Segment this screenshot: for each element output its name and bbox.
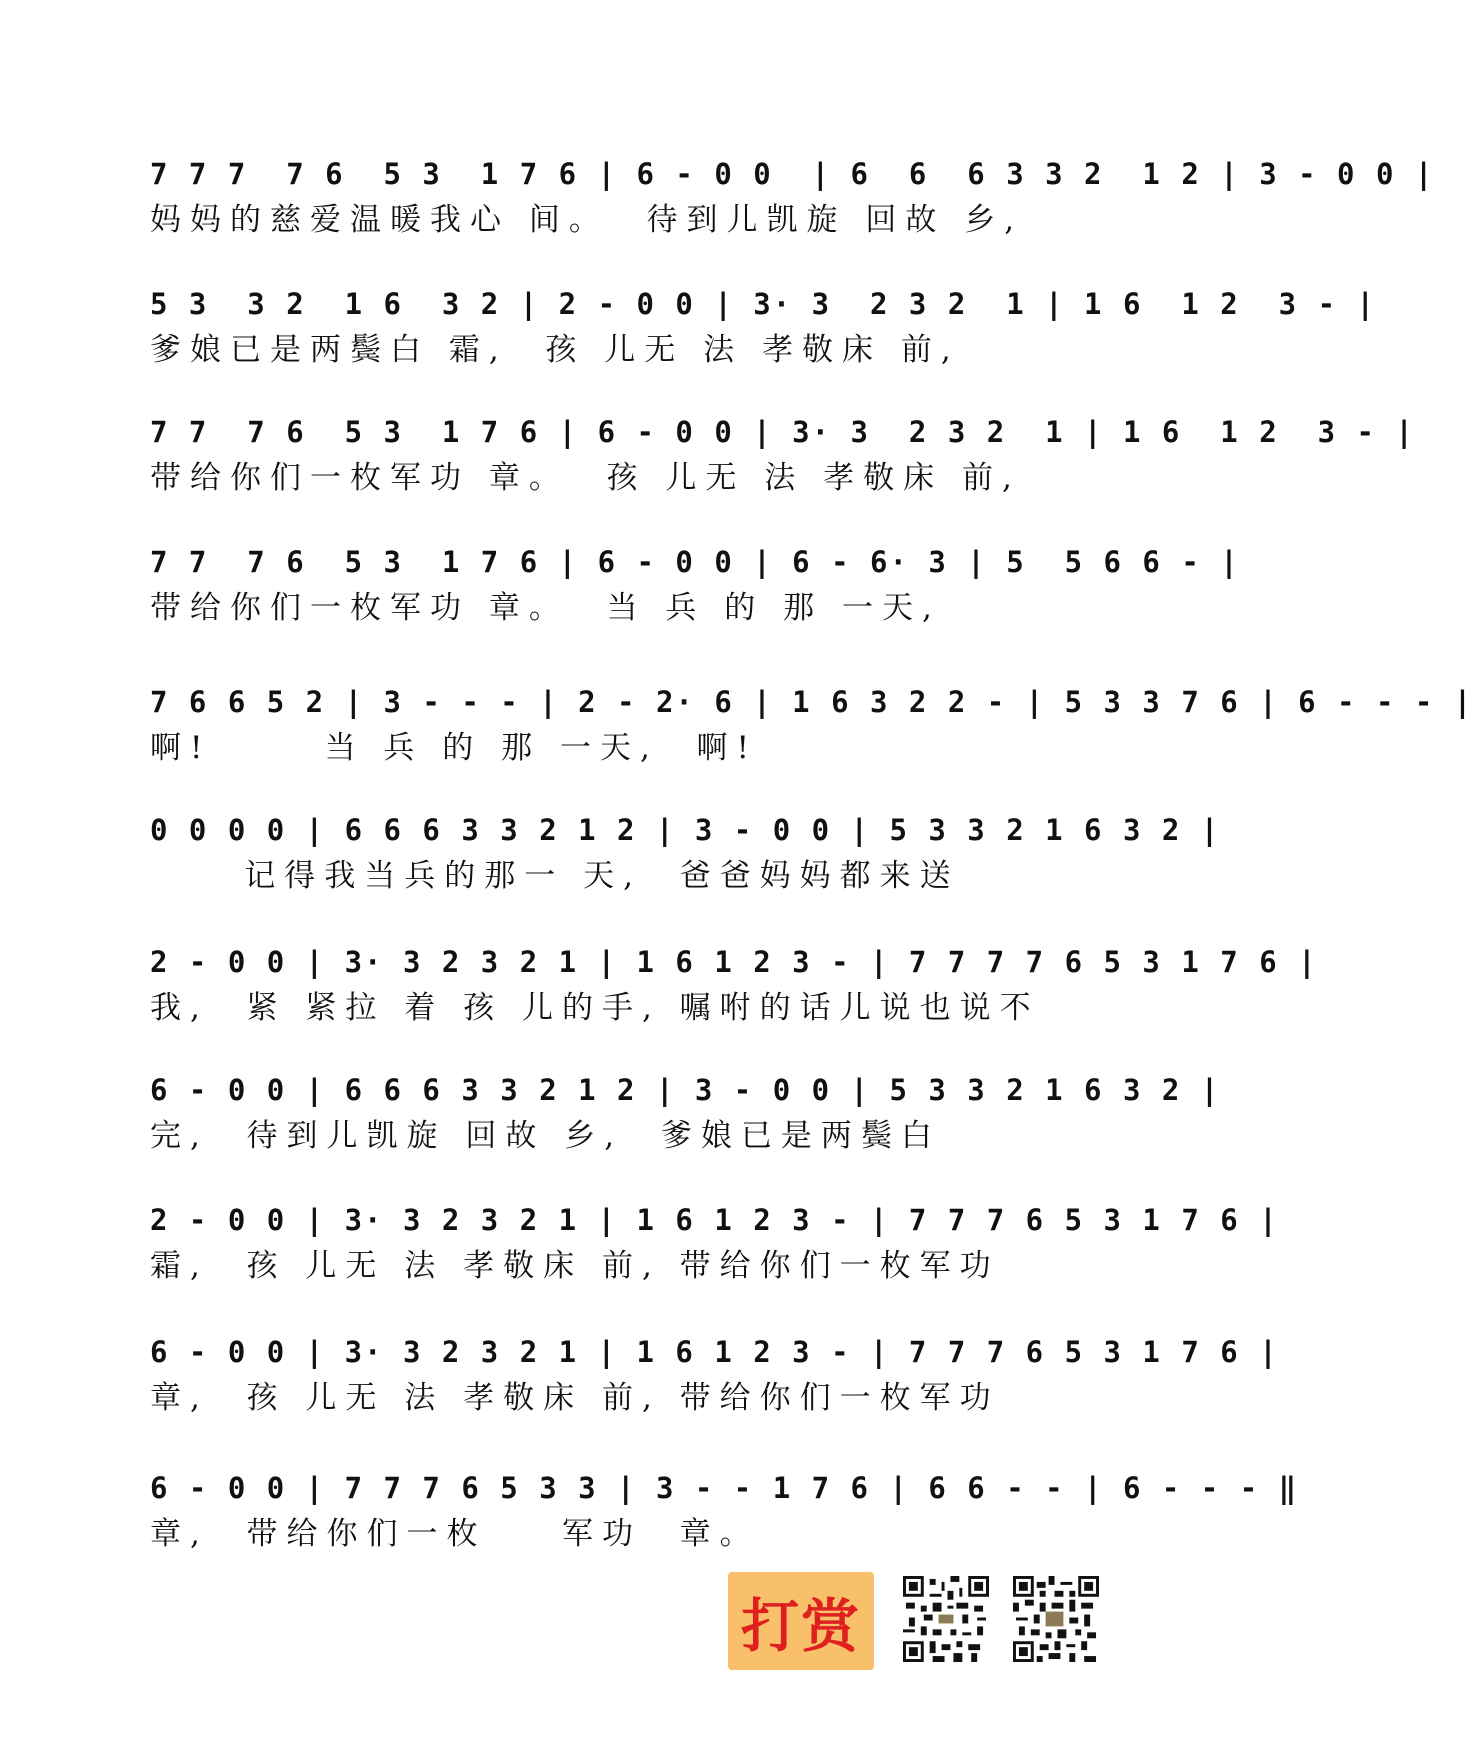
qr-code-icon (1013, 1576, 1099, 1662)
reward-label: 打赏 (740, 1592, 861, 1660)
notes: 7 7 7 6 5 3 1 7 6 | 6 - 0 0 | 3· 3 2 3 2 1 | 1 6 1 2 3 - | (150, 415, 1415, 449)
lyrics: 完, 待到儿凯旋 回故 乡, 爹娘已是两鬓白 (150, 1118, 941, 1154)
score-line-3 (150, 410, 1415, 520)
lyrics: 爹娘已是两鬓白 霜, 孩 儿无 法 孝敬床 前, (150, 332, 960, 368)
score-line-4 (150, 540, 1240, 650)
notes: 2 - 0 0 | 3· 3 2 3 2 1 | 1 6 1 2 3 - | 7 7 7 6 5 3 1 7 6 | (150, 1203, 1279, 1237)
notes: 2 - 0 0 | 3· 3 2 3 2 1 | 1 6 1 2 3 - | 7 7 7 7 6 5 3 1 7 6 | (150, 945, 1318, 979)
lyrics: 妈妈的慈爱温暖我心 间。 待到儿凯旋 回故 乡, (150, 202, 1024, 238)
lyrics: 带给你们一枚军功 章。 当 兵 的 那 一天, (150, 590, 941, 626)
score-line-11 (150, 1466, 1299, 1576)
lyrics: 章, 孩 儿无 法 孝敬床 前, 带给你们一枚军功 (150, 1380, 1000, 1416)
score-line-8 (150, 1068, 1221, 1178)
score-line-7 (150, 940, 1318, 1050)
score-line-1 (150, 152, 1435, 262)
lyrics: 记得我当兵的那一 天, 爸爸妈妈都来送 (150, 858, 960, 894)
notes: 0 0 0 0 | 6 6 6 3 3 2 1 2 | 3 - 0 0 | 5 3 3 2 1 6 3 2 | (150, 813, 1221, 847)
lyrics: 啊! 当 兵 的 那 一天, 啊! (150, 730, 759, 766)
lyrics: 章, 带给你们一枚 军功 章。 (150, 1516, 760, 1552)
notes: 7 6 6 5 2 | 3 - - - | 2 - 2· 6 | 1 6 3 2 2 - | 5 3 3 7 6 | 6 - - - | (150, 685, 1473, 719)
notes: 5 3 3 2 1 6 3 2 | 2 - 0 0 | 3· 3 2 3 2 1 | 1 6 1 2 3 - | (150, 287, 1376, 321)
reward-button[interactable] (728, 1572, 874, 1670)
qr-code-icon (903, 1576, 989, 1662)
score-line-9 (150, 1198, 1279, 1308)
lyrics: 带给你们一枚军功 章。 孩 儿无 法 孝敬床 前, (150, 460, 1021, 496)
notes: 6 - 0 0 | 6 6 6 3 3 2 1 2 | 3 - 0 0 | 5 3 3 2 1 6 3 2 | (150, 1073, 1221, 1107)
notes: 6 - 0 0 | 3· 3 2 3 2 1 | 1 6 1 2 3 - | 7 7 7 6 5 3 1 7 6 | (150, 1335, 1279, 1369)
notes: 7 7 7 6 5 3 1 7 6 | 6 - 0 0 | 6 - 6· 3 | 5 5 6 6 - | (150, 545, 1240, 579)
notes: 7 7 7 7 6 5 3 1 7 6 | 6 - 0 0 | 6 6 6 3 3 2 1 2 | 3 - 0 0 | (150, 157, 1435, 191)
notes: 6 - 0 0 | 7 7 7 6 5 3 3 | 3 - - 1 7 6 | 6 6 - - | 6 - - - ‖ (150, 1471, 1299, 1505)
lyrics: 霜, 孩 儿无 法 孝敬床 前, 带给你们一枚军功 (150, 1248, 1000, 1284)
score-line-10 (150, 1330, 1279, 1440)
lyrics: 我, 紧 紧拉 着 孩 儿的手, 嘱咐的话儿说也说不 (150, 990, 1040, 1026)
score-line-5 (150, 680, 1473, 790)
score-line-2 (150, 282, 1376, 392)
score-line-6 (150, 808, 1221, 918)
